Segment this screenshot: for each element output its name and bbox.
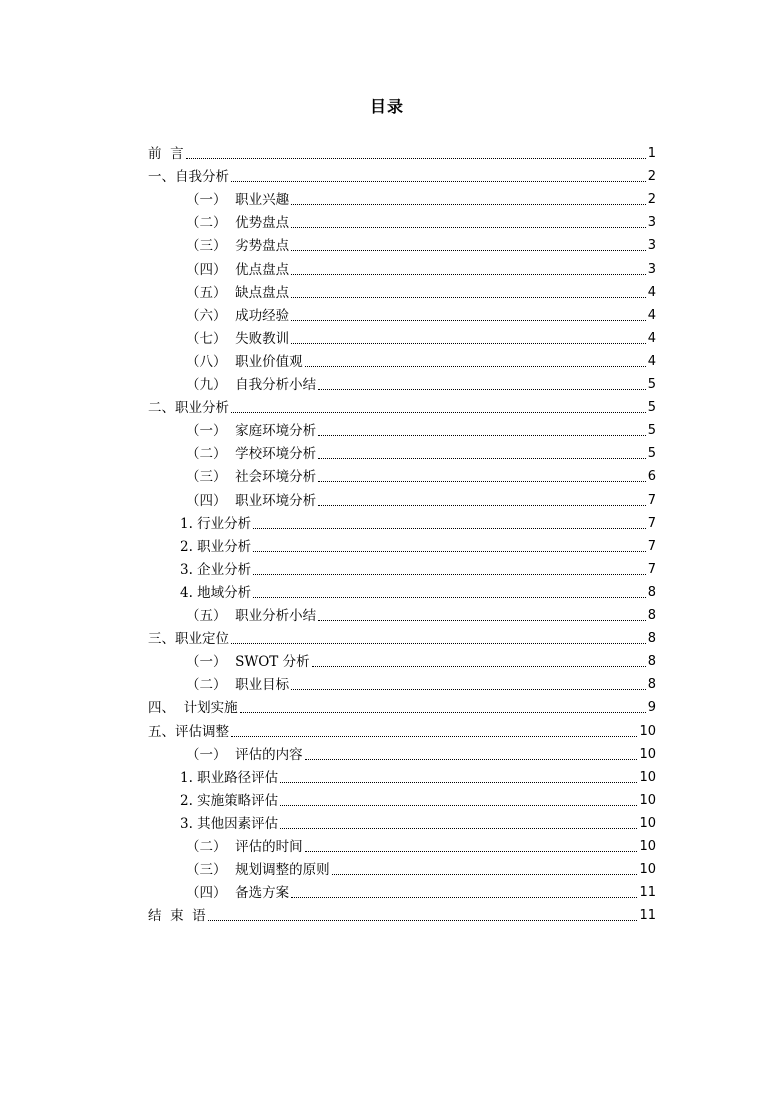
toc-entry-label: （二） 评估的时间 <box>186 839 303 855</box>
toc-entry[interactable] <box>148 141 656 163</box>
toc-entry-page-number: 8 <box>647 608 656 623</box>
toc-entry-page-number: 3 <box>647 238 656 254</box>
toc-entry-label: （二） 职业目标 <box>186 677 290 694</box>
toc-entry[interactable] <box>180 788 656 810</box>
toc-entry-page-number: 8 <box>647 677 656 693</box>
toc-entry-page-number: 10 <box>639 839 656 854</box>
toc-entry[interactable] <box>180 811 656 833</box>
toc-entry-label: （七） 失败教训 <box>186 330 290 347</box>
toc-entry[interactable] <box>148 626 656 648</box>
toc-entry-page-number: 10 <box>639 792 656 808</box>
toc-entry[interactable] <box>186 326 656 348</box>
toc-entry-label: （三） 社会环境分析 <box>186 469 317 486</box>
toc-entry[interactable] <box>186 303 656 325</box>
toc-entry-label: 三、职业定位 <box>148 631 229 648</box>
toc-entry-label: 3. 其他因素评估 <box>180 815 279 832</box>
dot-leader <box>231 643 646 644</box>
toc-entry-page-number: 4 <box>647 284 656 300</box>
toc-entry-label: （三） 劣势盘点 <box>186 238 290 255</box>
toc-entry-page-number: 10 <box>639 723 656 739</box>
toc-entry-label: 1. 行业分析 <box>180 515 252 532</box>
dot-leader <box>280 828 637 829</box>
toc-entry-page-number: 5 <box>647 400 656 416</box>
toc-entry-page-number: 8 <box>647 631 656 647</box>
toc-entry-page-number: 8 <box>647 584 656 600</box>
dot-leader <box>240 712 646 713</box>
dot-leader <box>208 920 638 921</box>
toc-entry[interactable] <box>186 441 656 463</box>
toc-entry[interactable] <box>186 210 656 232</box>
toc-entry[interactable] <box>186 834 656 856</box>
toc-entry-label: 五、评估调整 <box>148 723 229 740</box>
toc-entry-label: （一） 职业兴趣 <box>186 192 290 209</box>
dot-leader <box>312 666 646 667</box>
toc-entry-page-number: 10 <box>639 769 656 785</box>
dot-leader <box>305 366 646 367</box>
toc-entry-page-number: 2 <box>647 169 656 185</box>
dot-leader <box>332 874 638 875</box>
toc-entry[interactable] <box>186 742 656 764</box>
dot-leader <box>318 458 646 459</box>
toc-entry[interactable] <box>148 903 656 925</box>
toc-entry[interactable] <box>180 534 656 556</box>
toc-entry-page-number: 9 <box>647 700 656 716</box>
toc-entry-page-number: 7 <box>647 561 656 577</box>
toc-entry-page-number: 3 <box>647 261 656 277</box>
toc-entry-page-number: 7 <box>647 515 656 531</box>
toc-entry[interactable] <box>186 280 656 302</box>
dot-leader <box>280 805 637 806</box>
dot-leader <box>291 689 646 690</box>
dot-leader <box>305 851 638 852</box>
toc-entry-label: （二） 优势盘点 <box>186 215 290 232</box>
toc-entry-page-number: 5 <box>647 423 656 439</box>
toc-entry-label: （五） 缺点盘点 <box>186 284 290 301</box>
toc-entry[interactable] <box>148 395 656 417</box>
toc-entry[interactable] <box>180 557 656 579</box>
toc-entry-label: （四） 备选方案 <box>186 885 290 902</box>
dot-leader <box>291 897 637 898</box>
toc-entry[interactable] <box>186 649 656 671</box>
toc-entry-label: （一） 家庭环境分析 <box>186 423 317 440</box>
toc-entry[interactable] <box>186 372 656 394</box>
dot-leader <box>291 320 646 321</box>
dot-leader <box>280 782 637 783</box>
toc-entry-page-number: 7 <box>647 538 656 554</box>
toc-entry-page-number: 7 <box>647 492 656 508</box>
toc-entry[interactable] <box>186 233 656 255</box>
toc-entry[interactable] <box>180 765 656 787</box>
toc-entry-page-number: 6 <box>647 469 656 485</box>
toc-entry-label: （五） 职业分析小结 <box>186 608 317 624</box>
toc-entry-page-number: 11 <box>639 908 656 924</box>
toc-entry-label: 一、自我分析 <box>148 169 229 186</box>
dot-leader <box>305 759 638 760</box>
toc-entry-label: 4. 地域分析 <box>180 584 252 601</box>
toc-entry-page-number: 10 <box>639 862 656 878</box>
dot-leader <box>318 481 646 482</box>
toc-entry-label: 前 言 <box>148 146 184 162</box>
dot-leader <box>291 204 646 205</box>
toc-entry-page-number: 8 <box>647 654 656 670</box>
dot-leader <box>231 181 646 182</box>
toc-entry[interactable] <box>186 464 656 486</box>
toc-entry[interactable] <box>180 511 656 533</box>
toc-entry-label: （八） 职业价值观 <box>186 353 303 370</box>
dot-leader <box>231 412 646 413</box>
toc-entry-label: （四） 职业环境分析 <box>186 492 317 509</box>
toc-entry-label: （一） SWOT 分析 <box>186 654 310 671</box>
toc-entry-label: 2. 实施策略评估 <box>180 792 279 809</box>
toc-entry[interactable] <box>186 603 656 625</box>
toc-entry-label: （二） 学校环境分析 <box>186 446 317 463</box>
toc-entry-page-number: 1 <box>647 146 656 161</box>
toc-entry-label: 3. 企业分析 <box>180 561 252 578</box>
dot-leader <box>291 343 646 344</box>
toc-entry[interactable] <box>186 257 656 279</box>
dot-leader <box>318 389 646 390</box>
toc-entry[interactable] <box>186 187 656 209</box>
toc-entry-label: （六） 成功经验 <box>186 307 290 324</box>
dot-leader <box>253 528 646 529</box>
toc-entry-label: （一） 评估的内容 <box>186 746 303 763</box>
toc-entry-page-number: 4 <box>647 353 656 369</box>
toc-entry[interactable] <box>186 488 656 510</box>
toc-entry[interactable] <box>180 580 656 602</box>
dot-leader <box>253 574 646 575</box>
toc-entry[interactable] <box>148 695 656 717</box>
toc-entry-label: （九） 自我分析小结 <box>186 377 317 393</box>
toc-entry[interactable] <box>148 164 656 186</box>
dot-leader <box>253 551 646 552</box>
dot-leader <box>318 435 646 436</box>
dot-leader <box>318 620 646 621</box>
toc-entry-page-number: 10 <box>639 746 656 762</box>
dot-leader <box>291 297 646 298</box>
toc-entry-page-number: 4 <box>647 330 656 346</box>
toc-entry[interactable] <box>186 349 656 371</box>
toc-entry-label: （四） 优点盘点 <box>186 261 290 278</box>
toc-entry-page-number: 4 <box>647 307 656 323</box>
toc-entry-label: 结 束 语 <box>148 908 206 925</box>
toc-entry[interactable] <box>186 418 656 440</box>
dot-leader <box>318 505 646 506</box>
toc-entry-page-number: 3 <box>647 215 656 231</box>
toc-entry-label: 1. 职业路径评估 <box>180 769 279 786</box>
toc-entry-label: （三） 规划调整的原则 <box>186 862 330 879</box>
toc-title: 目录 <box>369 97 404 116</box>
dot-leader <box>291 227 646 228</box>
toc-entry-page-number: 11 <box>639 885 656 901</box>
toc-entry-label: 二、职业分析 <box>148 400 229 417</box>
toc-entry-page-number: 10 <box>639 815 656 831</box>
toc-entry-page-number: 2 <box>647 192 656 208</box>
dot-leader <box>253 597 646 598</box>
dot-leader <box>231 736 637 737</box>
toc-entry-label: 四、 计划实施 <box>148 700 238 717</box>
toc-entry[interactable] <box>186 880 656 902</box>
dot-leader <box>291 250 646 251</box>
toc-entry-page-number: 5 <box>647 377 656 392</box>
dot-leader <box>291 274 646 275</box>
toc-entry[interactable] <box>148 719 656 741</box>
toc-entry[interactable] <box>186 672 656 694</box>
toc-entry-label: 2. 职业分析 <box>180 538 252 555</box>
toc-entry-page-number: 5 <box>647 446 656 462</box>
dot-leader <box>186 158 646 159</box>
toc-entry[interactable] <box>186 857 656 879</box>
